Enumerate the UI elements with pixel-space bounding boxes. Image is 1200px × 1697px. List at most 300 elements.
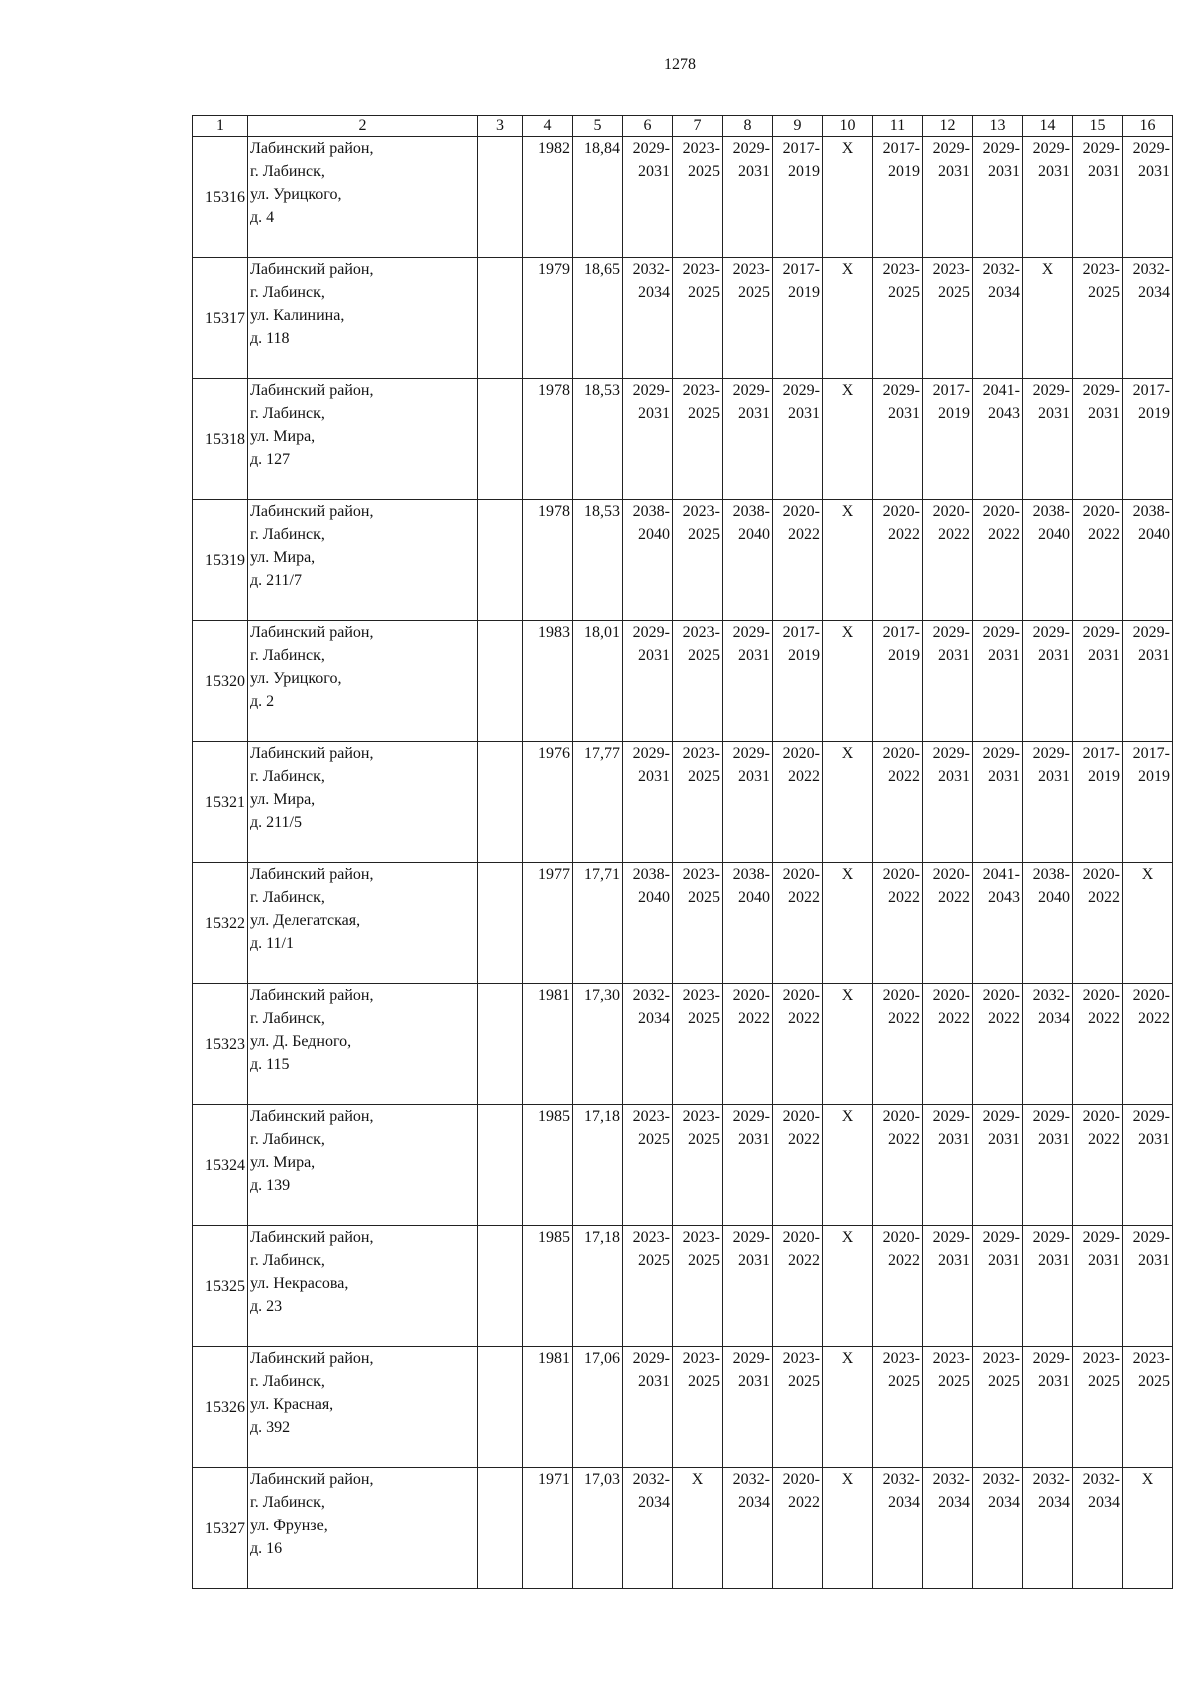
cell-line: 2022 [1138, 1010, 1170, 1027]
cell-line: 15317 [205, 309, 245, 327]
period-cell [773, 1468, 823, 1589]
cell-line: 2040 [1038, 889, 1070, 906]
cell-line: 2029- [1082, 140, 1120, 157]
cell-line: X [1141, 1471, 1154, 1488]
cell-line: 2029- [932, 140, 970, 157]
cell-line: 2029- [982, 1229, 1020, 1246]
cell-line: 2025 [688, 1131, 720, 1148]
period-cell [673, 1347, 723, 1468]
period-cell [1073, 742, 1123, 863]
cell-line: X [841, 1350, 854, 1367]
cell-line: 2031 [988, 163, 1020, 180]
cell-line: 2023- [682, 382, 720, 399]
cell-line: 2020- [882, 987, 920, 1004]
address-cell [248, 984, 478, 1105]
cell-line: 2029- [732, 745, 770, 762]
column-3-cell [478, 258, 523, 379]
cell-line: 2019 [1138, 768, 1170, 785]
cell-line: 2041- [982, 382, 1020, 399]
cell-line: 2017- [1132, 382, 1170, 399]
cell-line: 2020- [1082, 503, 1120, 520]
cell-line: X [841, 745, 854, 762]
cell-line: 2029- [782, 382, 820, 399]
col-header: 4 [523, 116, 573, 137]
cell-line: 2023- [632, 1229, 670, 1246]
period-cell [1073, 500, 1123, 621]
cell-line: 2031 [938, 768, 970, 785]
cell-line: 2020- [932, 866, 970, 883]
period-cell [623, 137, 673, 258]
cell-line: 2023- [882, 261, 920, 278]
cell-line: 2031 [738, 1131, 770, 1148]
cell-line: 17,71 [584, 866, 620, 883]
cell-line: 2031 [638, 768, 670, 785]
cell-line: 2019 [788, 163, 820, 180]
col-header: 6 [623, 116, 673, 137]
cell-line: 2022 [938, 889, 970, 906]
cell-line: 2034 [638, 284, 670, 301]
cell-line: 2025 [688, 284, 720, 301]
cell-line: 2031 [938, 1252, 970, 1269]
period-cell [723, 137, 773, 258]
cell-line: 2031 [638, 1373, 670, 1390]
cell-line: 2031 [738, 647, 770, 664]
period-cell [1023, 1468, 1073, 1589]
cell-line: 2031 [1138, 163, 1170, 180]
cell-line: 2040 [1138, 526, 1170, 543]
cell-line: ул. Мира, [250, 428, 316, 445]
cell-line: г. Лабинск, [250, 1494, 325, 1511]
cell-line: 2029- [1032, 1108, 1070, 1125]
period-cell [773, 742, 823, 863]
cell-line: 2038- [1032, 503, 1070, 520]
period-cell [873, 137, 923, 258]
year-cell [523, 1347, 573, 1468]
cell-line: д. 392 [250, 1419, 291, 1436]
cell-line: 2029- [932, 745, 970, 762]
cell-line: Лабинский район, [250, 745, 374, 762]
area-cell [573, 500, 623, 621]
cell-line: X [841, 140, 854, 157]
cell-line: 2031 [988, 1131, 1020, 1148]
period-cell [923, 258, 973, 379]
cell-line: 17,03 [584, 1471, 620, 1488]
cell-line: X [841, 1471, 854, 1488]
cell-line: д. 118 [250, 330, 290, 347]
cell-line: ул. Урицкого, [250, 186, 342, 203]
cell-line: 2032- [632, 261, 670, 278]
cell-line: 2025 [688, 889, 720, 906]
column-3-cell [478, 500, 523, 621]
cell-line: 2020- [732, 987, 770, 1004]
cell-line: 2031 [938, 647, 970, 664]
year-cell [523, 1468, 573, 1589]
period-cell [873, 1226, 923, 1347]
cell-line: г. Лабинск, [250, 405, 325, 422]
period-cell [673, 1105, 723, 1226]
period-cell [673, 984, 723, 1105]
cell-line: 17,06 [584, 1350, 620, 1367]
cell-line: 1985 [538, 1108, 570, 1125]
cell-line: 2032- [732, 1471, 770, 1488]
cell-line: 2032- [1082, 1471, 1120, 1488]
cell-line: 2019 [1088, 768, 1120, 785]
cell-line: 2022 [888, 1010, 920, 1027]
cell-line: 2031 [738, 1252, 770, 1269]
cell-line: 2020- [1082, 1108, 1120, 1125]
cell-line: 2034 [988, 1494, 1020, 1511]
cell-line: 2020- [932, 987, 970, 1004]
cell-line: 2023- [682, 624, 720, 641]
cell-line: 2017- [1082, 745, 1120, 762]
column-3-cell [478, 863, 523, 984]
period-cell [623, 1226, 673, 1347]
cell-line: 2031 [738, 163, 770, 180]
period-cell [923, 1468, 973, 1589]
cell-line: 1983 [538, 624, 570, 641]
area-cell [573, 742, 623, 863]
record-number-cell [193, 863, 248, 984]
period-cell [723, 1347, 773, 1468]
cell-line: 2031 [1038, 768, 1070, 785]
record-number-cell [193, 1347, 248, 1468]
cell-line: 2032- [632, 987, 670, 1004]
col-header: 8 [723, 116, 773, 137]
period-cell [1073, 1468, 1123, 1589]
table-row [193, 1468, 1173, 1589]
year-cell [523, 500, 573, 621]
period-cell [1073, 984, 1123, 1105]
cell-line: 2020- [882, 866, 920, 883]
period-cell [973, 379, 1023, 500]
cell-line: 2023- [682, 1350, 720, 1367]
cell-line: 2034 [638, 1010, 670, 1027]
period-cell [923, 863, 973, 984]
column-3-cell [478, 984, 523, 1105]
cell-line: 2020- [782, 987, 820, 1004]
address-cell [248, 1226, 478, 1347]
cell-line: г. Лабинск, [250, 1373, 325, 1390]
cell-line: д. 139 [250, 1177, 291, 1194]
cell-line: 2020- [1082, 866, 1120, 883]
cell-line: 2034 [1138, 284, 1170, 301]
cell-line: 2031 [1088, 405, 1120, 422]
col-header: 10 [823, 116, 873, 137]
cell-line: 1976 [538, 745, 570, 762]
cell-line: 18,53 [584, 503, 620, 520]
table-row [193, 984, 1173, 1105]
period-cell [623, 863, 673, 984]
cell-line: ул. Мира, [250, 791, 316, 808]
period-cell [973, 742, 1023, 863]
cell-line: 18,01 [584, 624, 620, 641]
cell-line: г. Лабинск, [250, 647, 325, 664]
period-cell [673, 621, 723, 742]
cell-line: 2029- [1132, 624, 1170, 641]
cell-line: 2034 [888, 1494, 920, 1511]
area-cell [573, 258, 623, 379]
cell-line: 2029- [732, 1108, 770, 1125]
period-cell [723, 863, 773, 984]
cell-line: д. 211/5 [250, 814, 302, 831]
cell-line: 2023- [982, 1350, 1020, 1367]
cell-line: 15320 [205, 672, 245, 690]
period-cell [923, 1105, 973, 1226]
cell-line: 2032- [1032, 1471, 1070, 1488]
register-table [192, 115, 1173, 1589]
period-cell [1073, 379, 1123, 500]
cell-line: 15321 [205, 793, 245, 811]
address-cell [248, 742, 478, 863]
area-cell [573, 137, 623, 258]
cell-line: 1971 [538, 1471, 570, 1488]
year-cell [523, 379, 573, 500]
cell-line: 1981 [538, 1350, 570, 1367]
period-cell [723, 1226, 773, 1347]
cell-line: Лабинский район, [250, 1108, 374, 1125]
cell-line: ул. Урицкого, [250, 670, 342, 687]
period-cell [873, 621, 923, 742]
period-cell [623, 379, 673, 500]
cell-line: 2023- [682, 745, 720, 762]
column-3-cell [478, 621, 523, 742]
cell-line: 2029- [1032, 745, 1070, 762]
cell-line: 1981 [538, 987, 570, 1004]
period-cell [823, 863, 873, 984]
cell-line: 15322 [205, 914, 245, 932]
cell-line: 2038- [632, 866, 670, 883]
cell-line: 18,84 [584, 140, 620, 157]
period-cell [1123, 742, 1173, 863]
cell-line: 17,18 [584, 1229, 620, 1246]
cell-line: 15326 [205, 1398, 245, 1416]
year-cell [523, 137, 573, 258]
cell-line: 2023- [682, 261, 720, 278]
cell-line: 2022 [788, 889, 820, 906]
col-header: 1 [193, 116, 248, 137]
cell-line: д. 23 [250, 1298, 283, 1315]
cell-line: 2031 [938, 1131, 970, 1148]
cell-line: ул. Фрунзе, [250, 1517, 328, 1534]
cell-line: 2023- [682, 140, 720, 157]
cell-line: 2029- [732, 1350, 770, 1367]
area-cell [573, 863, 623, 984]
cell-line: Лабинский район, [250, 503, 374, 520]
cell-line: 2025 [688, 768, 720, 785]
col-header: 12 [923, 116, 973, 137]
cell-line: 2038- [732, 503, 770, 520]
cell-line: 2029- [1032, 140, 1070, 157]
period-cell [973, 258, 1023, 379]
table-row [193, 137, 1173, 258]
period-cell [1073, 258, 1123, 379]
cell-line: 2029- [1082, 382, 1120, 399]
cell-line: 1985 [538, 1229, 570, 1246]
cell-line: г. Лабинск, [250, 163, 325, 180]
cell-line: 2022 [988, 526, 1020, 543]
cell-line: X [841, 1229, 854, 1246]
cell-line: 2040 [1038, 526, 1070, 543]
cell-line: 2025 [938, 1373, 970, 1390]
period-cell [1123, 984, 1173, 1105]
period-cell [923, 621, 973, 742]
cell-line: 2032- [1032, 987, 1070, 1004]
period-cell [823, 742, 873, 863]
record-number-cell [193, 1468, 248, 1589]
cell-line: 2029- [1032, 1229, 1070, 1246]
record-number-cell [193, 258, 248, 379]
period-cell [973, 1468, 1023, 1589]
cell-line: 2029- [1032, 1350, 1070, 1367]
period-cell [623, 258, 673, 379]
cell-line: 2034 [1088, 1494, 1120, 1511]
table-row [193, 742, 1173, 863]
cell-line: ул. Некрасова, [250, 1275, 349, 1292]
cell-line: 2025 [688, 1373, 720, 1390]
table-row [193, 863, 1173, 984]
table-row [193, 1347, 1173, 1468]
cell-line: 2020- [1132, 987, 1170, 1004]
period-cell [1023, 984, 1073, 1105]
period-cell [623, 742, 673, 863]
cell-line: 15316 [205, 188, 245, 206]
cell-line: 2020- [882, 1108, 920, 1125]
cell-line: 2025 [788, 1373, 820, 1390]
record-number-cell [193, 984, 248, 1105]
cell-line: г. Лабинск, [250, 526, 325, 543]
period-cell [1023, 379, 1073, 500]
cell-line: 2023- [882, 1350, 920, 1367]
period-cell [823, 621, 873, 742]
cell-line: 2022 [788, 768, 820, 785]
cell-line: 2023- [1082, 261, 1120, 278]
cell-line: 2029- [1032, 382, 1070, 399]
cell-line: 2031 [1138, 647, 1170, 664]
period-cell [723, 621, 773, 742]
cell-line: 2017- [932, 382, 970, 399]
cell-line: 2025 [688, 405, 720, 422]
period-cell [773, 1347, 823, 1468]
period-cell [673, 258, 723, 379]
cell-line: 2038- [732, 866, 770, 883]
period-cell [1073, 621, 1123, 742]
period-cell [773, 137, 823, 258]
address-cell [248, 1468, 478, 1589]
cell-line: 2034 [988, 284, 1020, 301]
column-3-cell [478, 1105, 523, 1226]
cell-line: Лабинский район, [250, 261, 374, 278]
cell-line: 2022 [788, 1494, 820, 1511]
period-cell [723, 742, 773, 863]
page-number: 1278 [664, 56, 696, 73]
cell-line: X [1141, 866, 1154, 883]
year-cell [523, 621, 573, 742]
cell-line: 2034 [738, 1494, 770, 1511]
cell-line: 2031 [988, 768, 1020, 785]
cell-line: 2029- [632, 745, 670, 762]
period-cell [873, 379, 923, 500]
cell-line: 2029- [1132, 1108, 1170, 1125]
cell-line: 2041- [982, 866, 1020, 883]
period-cell [1023, 1105, 1073, 1226]
cell-line: 2020- [882, 1229, 920, 1246]
address-cell [248, 379, 478, 500]
cell-line: ул. Мира, [250, 1154, 316, 1171]
cell-line: 2034 [1038, 1010, 1070, 1027]
cell-line: 2020- [982, 987, 1020, 1004]
cell-line: 2029- [1082, 1229, 1120, 1246]
cell-line: 2020- [782, 745, 820, 762]
table-body [193, 137, 1173, 1589]
period-cell [873, 258, 923, 379]
cell-line: Лабинский район, [250, 866, 374, 883]
column-3-cell [478, 1226, 523, 1347]
cell-line: 2022 [738, 1010, 770, 1027]
cell-line: 15323 [205, 1035, 245, 1053]
cell-line: 2029- [982, 624, 1020, 641]
period-cell [823, 1468, 873, 1589]
period-cell [973, 137, 1023, 258]
cell-line: 2022 [888, 1252, 920, 1269]
cell-line: 2025 [938, 284, 970, 301]
cell-line: 2022 [788, 1131, 820, 1148]
period-cell [723, 1468, 773, 1589]
cell-line: ул. Д. Бедного, [250, 1033, 352, 1050]
cell-line: 2031 [988, 647, 1020, 664]
cell-line: 2032- [932, 1471, 970, 1488]
cell-line: 2031 [1038, 405, 1070, 422]
cell-line: д. 115 [250, 1056, 290, 1073]
cell-line: 2022 [788, 1010, 820, 1027]
col-header: 15 [1073, 116, 1123, 137]
period-cell [1073, 1105, 1123, 1226]
period-cell [923, 742, 973, 863]
record-number-cell [193, 742, 248, 863]
cell-line: 2031 [1088, 163, 1120, 180]
cell-line: 2032- [982, 261, 1020, 278]
period-cell [873, 1347, 923, 1468]
cell-line: 2020- [782, 503, 820, 520]
cell-line: 2025 [638, 1252, 670, 1269]
cell-line: 2040 [638, 889, 670, 906]
cell-line: 2029- [632, 382, 670, 399]
cell-line: 2029- [982, 1108, 1020, 1125]
period-cell [673, 1468, 723, 1589]
cell-line: X [841, 261, 854, 278]
cell-line: 1978 [538, 382, 570, 399]
cell-line: X [841, 866, 854, 883]
col-header: 7 [673, 116, 723, 137]
area-cell [573, 1105, 623, 1226]
cell-line: 2022 [888, 889, 920, 906]
cell-line: 2038- [1032, 866, 1070, 883]
period-cell [973, 1105, 1023, 1226]
cell-line: 2032- [982, 1471, 1020, 1488]
cell-line: 2029- [1082, 624, 1120, 641]
cell-line: ул. Мира, [250, 549, 316, 566]
year-cell [523, 742, 573, 863]
record-number-cell [193, 1105, 248, 1226]
period-cell [1123, 1105, 1173, 1226]
header-row [193, 116, 1173, 137]
col-header: 13 [973, 116, 1023, 137]
cell-line: 2031 [788, 405, 820, 422]
cell-line: г. Лабинск, [250, 889, 325, 906]
table-row [193, 1226, 1173, 1347]
cell-line: г. Лабинск, [250, 1131, 325, 1148]
period-cell [673, 742, 723, 863]
cell-line: 2029- [932, 1108, 970, 1125]
